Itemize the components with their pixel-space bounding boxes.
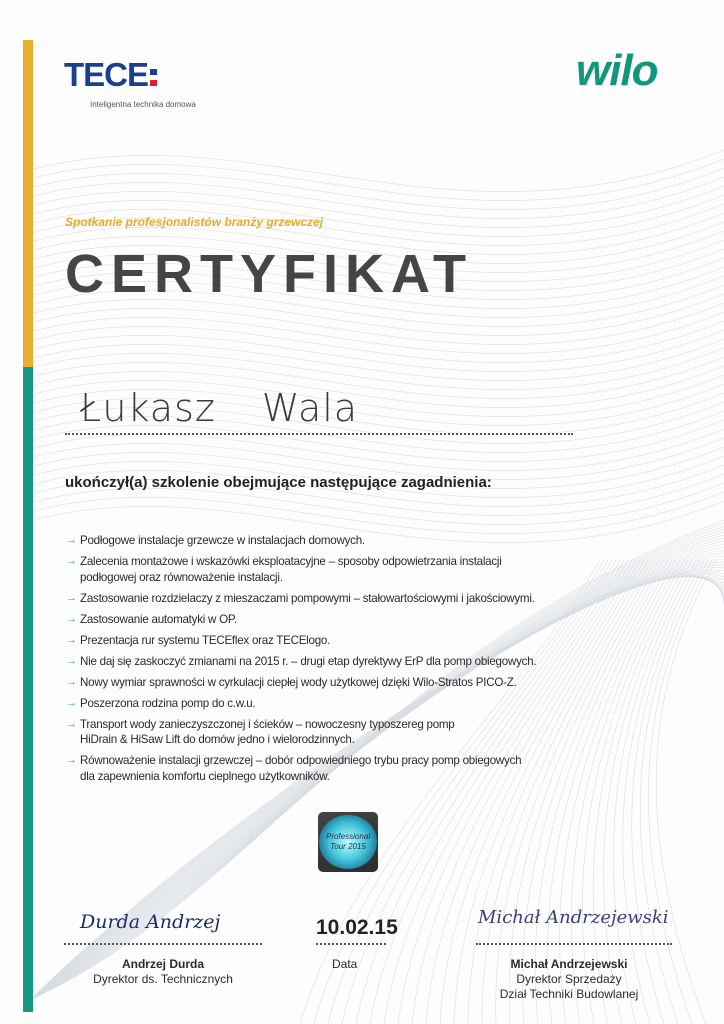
signer-right-dept: Dział Techniki Budowlanej	[499, 987, 639, 1001]
topic-item	[66, 533, 706, 549]
arrow-icon: →	[66, 654, 77, 667]
arrow-icon: →	[66, 717, 77, 730]
hologram-icon	[319, 815, 377, 869]
arrow-icon: →	[66, 696, 77, 709]
event-subtitle: Spotkanie profesjonalistów branży grzewczej	[65, 215, 324, 229]
arrow-icon: →	[66, 591, 77, 604]
professional-tour-badge	[318, 812, 378, 872]
topics-list	[66, 533, 706, 790]
topic-item	[66, 554, 706, 585]
topic-text: Nowy wymiar sprawności w cyrkulacji ciepłej wody użytkowej dzięki Wilo-Stratos PICO-Z.	[80, 675, 517, 689]
topic-item	[66, 675, 706, 691]
topic-text: dla zapewnienia komfortu cieplnego użytkowników.	[80, 769, 330, 783]
topic-item	[66, 696, 706, 712]
signature-left-caption	[64, 957, 262, 987]
arrow-icon: →	[66, 534, 77, 546]
wilo-logo: wilo	[576, 46, 658, 95]
arrow-icon: →	[66, 754, 77, 766]
topic-text: podłogowej oraz równoważenie instalacji.	[80, 570, 283, 584]
intro-text: ukończył(a) szkolenie obejmujące następujące zagadnienia:	[65, 474, 492, 491]
name-dotted-line	[65, 433, 573, 435]
arrow-icon: →	[66, 675, 77, 688]
arrow-icon: →	[66, 555, 77, 567]
signature-left: Durda Andrzej	[80, 911, 221, 933]
signer-right-name: Michał Andrzejewski	[510, 957, 628, 971]
topic-item	[66, 591, 706, 607]
signer-left-name: Andrzej Durda	[121, 957, 204, 971]
date-value: 10.02.15	[316, 916, 398, 939]
badge-line-2: Tour 2015	[330, 842, 366, 851]
topic-item	[66, 612, 706, 628]
signer-right-role: Dyrektor Sprzedaży	[516, 972, 622, 986]
green-side-stripe	[23, 367, 33, 1012]
signer-left-role: Dyrektor ds. Technicznych	[93, 972, 233, 986]
badge-line-1: Professional	[325, 832, 371, 841]
date-line	[316, 943, 386, 945]
signature-right: Michał Andrzejewski	[478, 907, 669, 928]
topic-text: Zastosowanie automatyki w OP.	[80, 612, 237, 626]
topic-text: Prezentacja rur systemu TECEflex oraz TECElogo.	[80, 633, 331, 647]
topic-item	[66, 633, 706, 649]
topic-item	[66, 717, 706, 748]
topic-text: Poszerzona rodzina pomp do c.w.u.	[80, 696, 256, 710]
tece-logo	[64, 56, 157, 94]
certificate-title: CERTYFIKAT	[65, 244, 473, 304]
topic-text: Podłogowe instalacje grzewcze w instalacjach domowych.	[80, 534, 365, 547]
signature-left-line	[64, 943, 262, 945]
topic-text: Równoważenie instalacji grzewczej – dobór odpowiedniego trybu pracy pomp obiegowych	[80, 754, 522, 767]
topic-text: Transport wody zanieczyszczonej i ścieków – nowoczesny typoszereg pomp	[80, 717, 455, 731]
date-label: Data	[332, 957, 358, 971]
signature-right-caption	[466, 957, 672, 1002]
yellow-side-stripe	[23, 40, 33, 367]
topic-text: HiDrain & HiSaw Lift do domów jedno i wielorodzinnych.	[80, 733, 355, 746]
arrow-icon: →	[66, 633, 77, 646]
topic-text: Zalecenia montażowe i wskazówki eksploatacyjne – sposoby odpowietrzania instalacji	[80, 555, 502, 568]
tece-logo-mark	[148, 69, 157, 86]
signature-right-line	[476, 943, 672, 945]
topic-item	[66, 753, 706, 784]
topic-item	[66, 654, 706, 670]
recipient-name	[80, 386, 358, 430]
topic-text: Zastosowanie rozdzielaczy z mieszaczami pompowymi – stałowartościowymi i jakościowymi.	[80, 591, 535, 605]
recipient-last-name: Wala	[261, 386, 359, 430]
arrow-icon: →	[66, 612, 77, 625]
topic-text: Nie daj się zaskoczyć zmianami na 2015 r. – drugi etap dyrektywy ErP dla pomp obiegowych.	[80, 654, 537, 668]
tece-tagline: Inteligentna technika domowa	[90, 100, 196, 109]
tece-logo-text: TECE	[64, 56, 149, 93]
recipient-first-name: Łukasz	[80, 386, 216, 430]
